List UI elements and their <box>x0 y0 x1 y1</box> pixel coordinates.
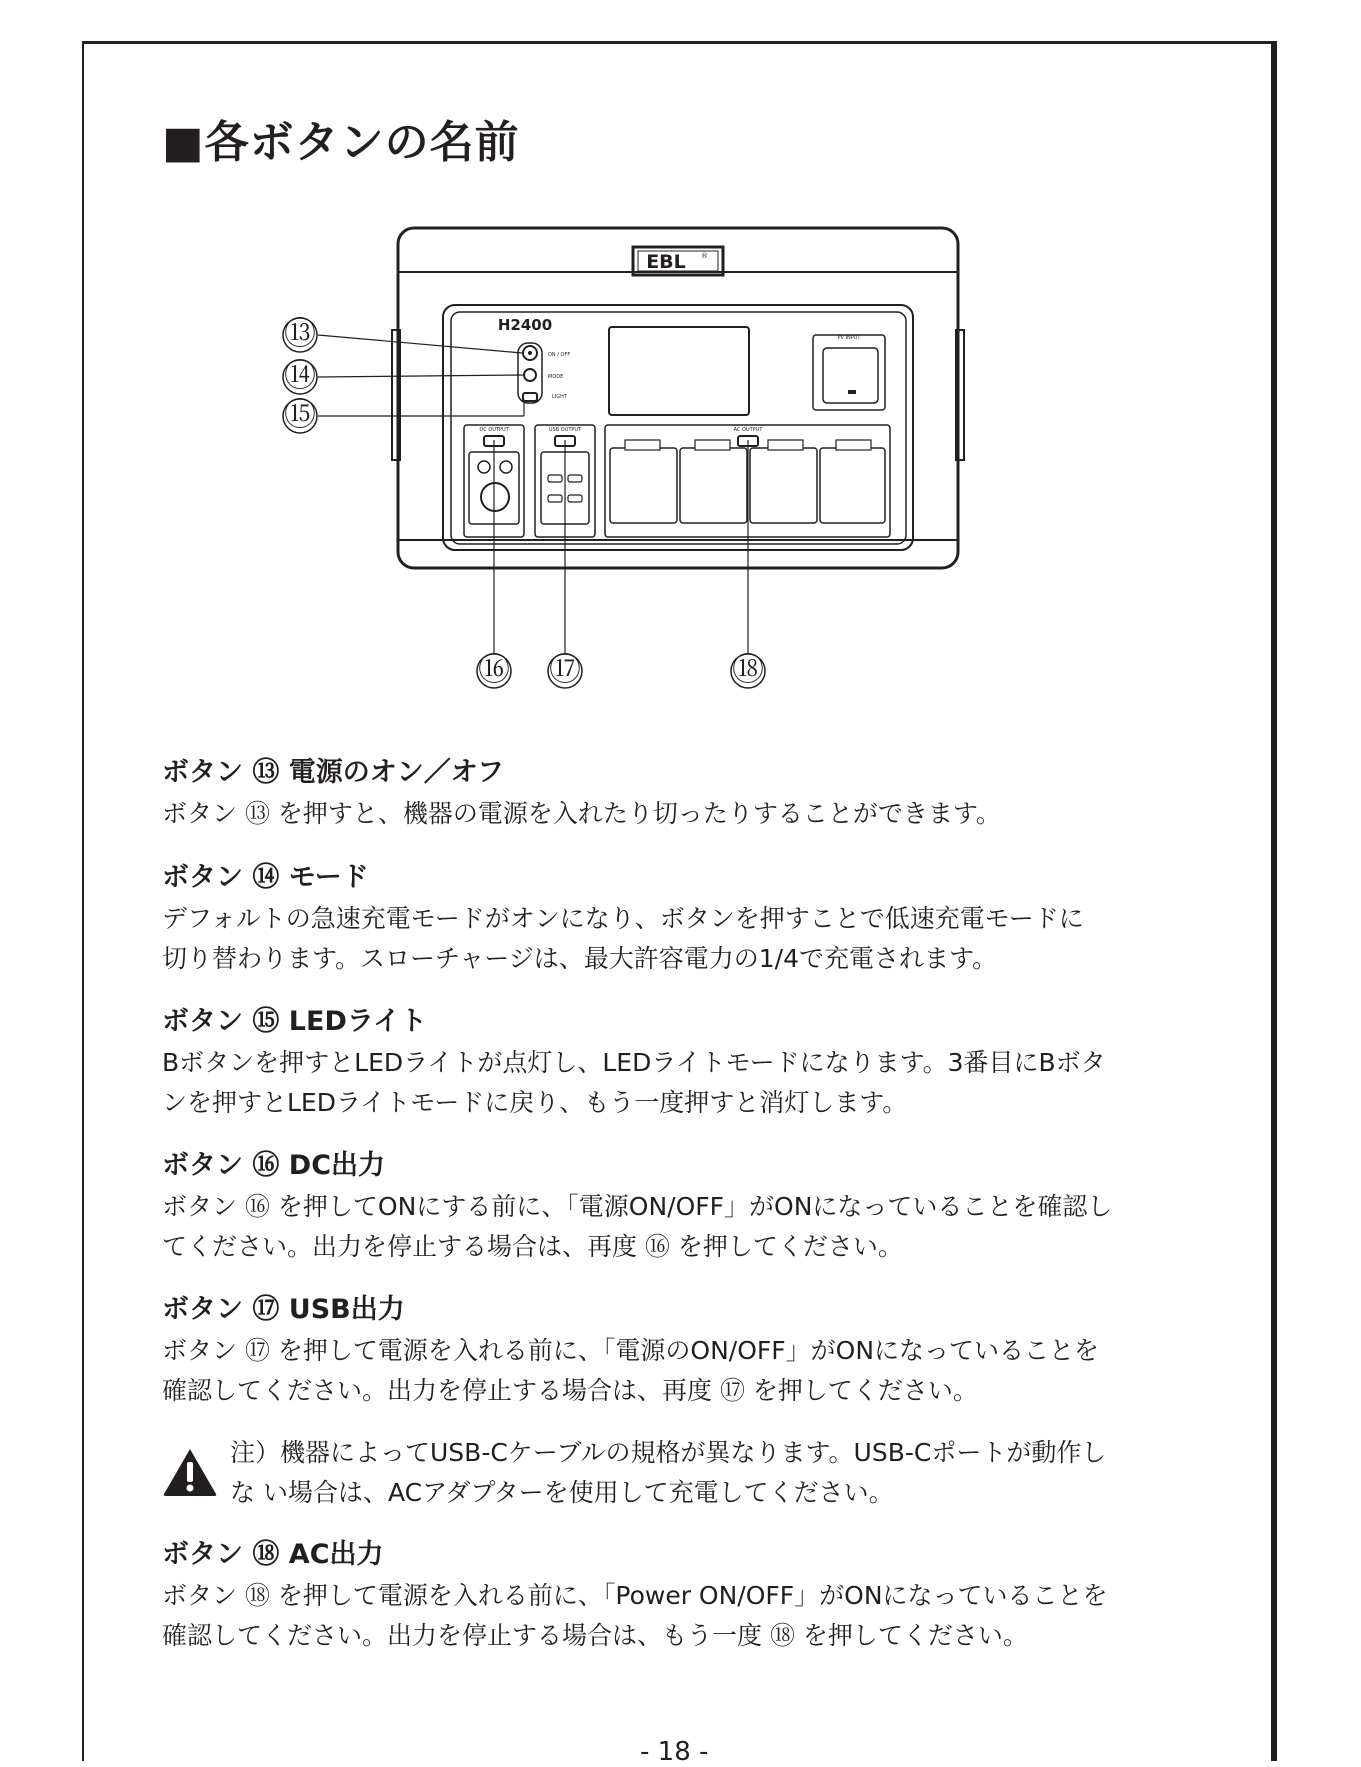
brand-registered-mark: ® <box>701 252 708 260</box>
brand-logo: EBL <box>646 251 686 273</box>
section-button-13 <box>162 754 1202 834</box>
section-body <box>162 1043 1202 1123</box>
body-line: ボタン ⑬ を押すと、機器の電源を入れたり切ったりすることができます。 <box>162 799 1001 828</box>
page-number: - 18 - <box>640 1737 709 1767</box>
callout-18: ⑱ <box>731 650 765 688</box>
body-line: ボタン ⑰ を押して電源を入れる前に、「電源のON/OFF」がONになっていることを <box>162 1336 1100 1365</box>
section-button-14 <box>162 859 1202 979</box>
device-diagram <box>245 215 985 705</box>
on-off-label: ON / OFF <box>548 352 571 358</box>
body-line: デフォルトの急速充電モードがオンになり、ボタンを押すことで低速充電モードに <box>162 904 1084 933</box>
page-frame-right <box>1271 41 1277 1761</box>
usb-output-label: USB OUTPUT <box>548 427 582 433</box>
note-text <box>230 1433 1106 1513</box>
section-button-17 <box>162 1291 1202 1411</box>
mode-label: MODE <box>548 374 564 380</box>
callout-16: ⑯ <box>477 650 511 688</box>
body-line: ンを押すとLEDライトモードに戻り、もう一度押すと消灯します。 <box>162 1088 908 1117</box>
model-label: H2400 <box>497 316 553 334</box>
pv-input-label: PV INPUT <box>837 335 861 341</box>
page-frame-left <box>82 41 84 1761</box>
body-line: ボタン ⑯ を押してONにする前に、「電源ON/OFF」がONになっていることを確認し <box>162 1192 1113 1221</box>
section-button-15 <box>162 1003 1202 1123</box>
callout-14: ⑭ <box>283 356 317 394</box>
body-line: てください。出力を停止する場合は、再度 ⑯ を押してください。 <box>162 1232 903 1261</box>
body-line: 切り替わります。スローチャージは、最大許容電力の1/4で充電されます。 <box>162 944 997 973</box>
section-button-16 <box>162 1147 1202 1267</box>
body-line: 確認してください。出力を停止する場合は、もう一度 ⑱ を押してください。 <box>162 1621 1028 1650</box>
callout-17: ⑰ <box>548 650 582 688</box>
note-line: 注）機器によってUSB-Cケーブルの規格が異なります。USB-Cポートが動作し <box>230 1438 1107 1467</box>
body-line: Bボタンを押すとLEDライトが点灯し、LEDライトモードになります。3番目にBボタ <box>162 1048 1106 1077</box>
ac-output-label: AC OUTPUT <box>733 427 763 433</box>
light-label: LIGHT <box>552 394 567 400</box>
page-frame-top <box>83 41 1276 44</box>
section-body <box>162 899 1202 979</box>
section-body <box>162 1331 1202 1411</box>
section-heading: ボタン ⑯ DC出力 <box>162 1150 386 1181</box>
section-body <box>162 1187 1202 1267</box>
section-heading: ボタン ⑮ LEDライト <box>162 1006 428 1037</box>
callout-15: ⑮ <box>283 395 317 433</box>
body-line: ボタン ⑱ を押して電源を入れる前に、「Power ON/OFF」がONになっていることを <box>162 1581 1108 1610</box>
dc-output-label: DC OUTPUT <box>479 427 509 433</box>
section-heading: ボタン ⑱ AC出力 <box>162 1539 384 1570</box>
callout-13: ⑬ <box>283 314 317 352</box>
section-heading: ボタン ⑰ USB出力 <box>162 1294 405 1325</box>
section-button-18 <box>162 1536 1202 1656</box>
section-heading: ボタン ⑬ 電源のオン／オフ <box>162 757 504 788</box>
note-line: な い場合は、ACアダプターを使用して充電してください。 <box>230 1478 894 1507</box>
section-heading: ボタン ⑭ モード <box>162 862 369 893</box>
body-line: 確認してください。出力を停止する場合は、再度 ⑰ を押してください。 <box>162 1376 978 1405</box>
section-body <box>162 1576 1202 1656</box>
section-body <box>162 794 1202 834</box>
page-title: ■各ボタンの名前 <box>162 117 520 168</box>
warning-icon <box>162 1447 218 1497</box>
